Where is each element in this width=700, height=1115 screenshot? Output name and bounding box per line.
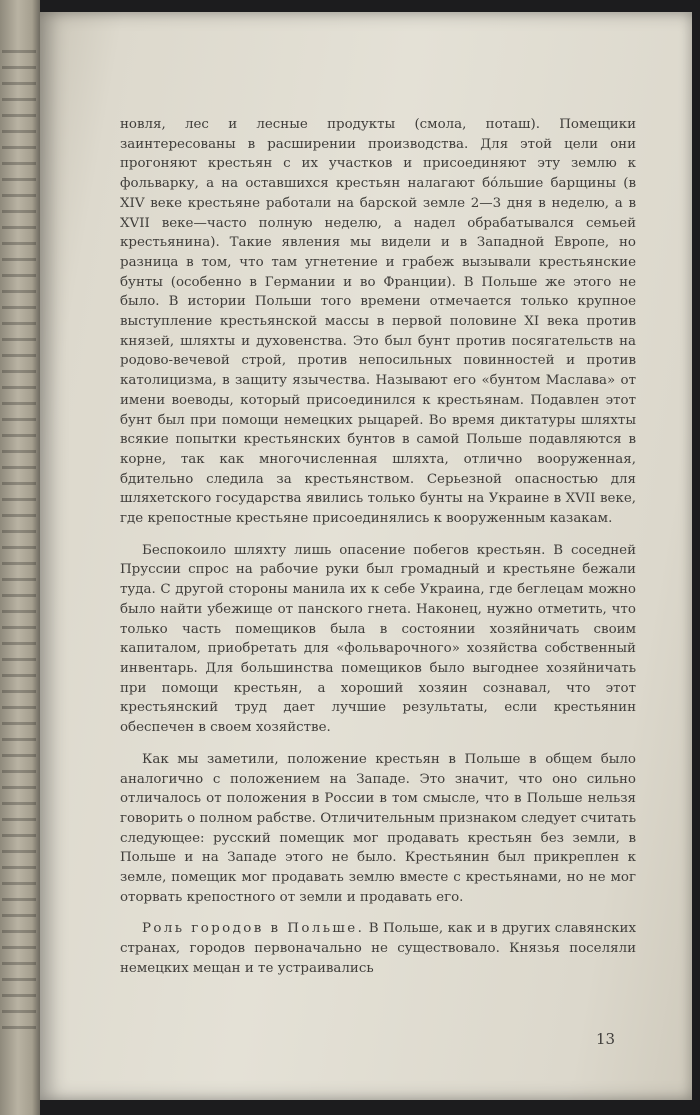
paragraph-3: Как мы заметили, положение крестьян в Польше в общем было аналогично с положением на Западе. Это значит, что оно сильно отличалось от положения в России в том смысле, что в Польше нельзя говорить о полном рабстве. Отличительным признаком следует считать следующее: русский помещик мог продавать крестьян без земли, в Польше и на Западе этого не было. Крестьянин был прикреплен к земле, помещик мог продавать землю вместе с крестьянами, но не мог оторвать крепостного от земли и продавать его.: [120, 751, 636, 905]
paragraph-2: Беспокоило шляхту лишь опасение побегов крестьян. В соседней Пруссии спрос на рабочие руки был громадный и крестьяне бежали туда. С другой стороны манила их к себе Украина, где беглецам можно было найти убежище от панского гнета. Наконец, нужно отметить, что только часть помещиков была в состоянии хозяйничать своим капиталом, приобретать для «фольварочного» хозяйства собственный инвентарь. Для большинства помещиков было выгоднее хозяйничать при помощи крестьян, а хороший хозяин сознавал, что этот крестьянский труд дает лучшие результаты, если крестьянин обеспечен в своем хозяйстве.: [120, 542, 636, 736]
facing-page-text-shadow: [2, 50, 36, 1040]
paragraph-1: новля, лес и лесные продукты (смола, поташ). Помещики заинтересованы в расширении производства. Для этой цели они прогоняют крестьян с их участков и присоединяют эту землю к фольварку, а на оставшихся крестьян налагают бо́льшие барщины (в XIV веке крестьяне работали на барской земле 2—3 дня в неделю, а в XVII веке—часто полную неделю, а надел обрабатывался семьей крестьянина). Такие явления мы видели и в Западной Европе, но разница в том, что там угнетение и грабеж вызывали крестьянские бунты (особенно в Германии и во Франции). В Польше же этого не было. В истории Польши того времени отмечается только крупное выступление крестьянской массы в первой половине XI века против князей, шляхты и духовенства. Это был бунт против посягательств на родово-вечевой строй, против непосильных повинностей и против католицизма, в защиту язычества. Называют его «бунтом Маслава» от имени воеводы, который присоединился к крестьянам. Подавлен этот бунт был при помощи немецких рыцарей. Во время диктатуры шляхты всякие попытки крестьянских бунтов в самой Польше подавляются в корне, так как многочисленная шляхта, отлично вооруженная, бдительно следила за крестьянством. Серьезной опасностью для шляхетского государства явились только бунты на Украине в XVII веке, где крепостные крестьяне присоединялись к вооруженным казакам.: [120, 117, 636, 527]
paragraph-4: [120, 919, 636, 978]
paragraph-4-text: В Польше, как и в других славянских странах, городов первоначально не существовало. Князья поселяли немецких мещан и те устраивались: [120, 921, 636, 976]
section-heading-cities: Роль городов в Польше.: [142, 921, 365, 937]
facing-page-edge: [0, 0, 40, 1115]
page-body: [120, 115, 636, 979]
book-page: [40, 12, 692, 1100]
page-number: 13: [596, 1030, 616, 1048]
